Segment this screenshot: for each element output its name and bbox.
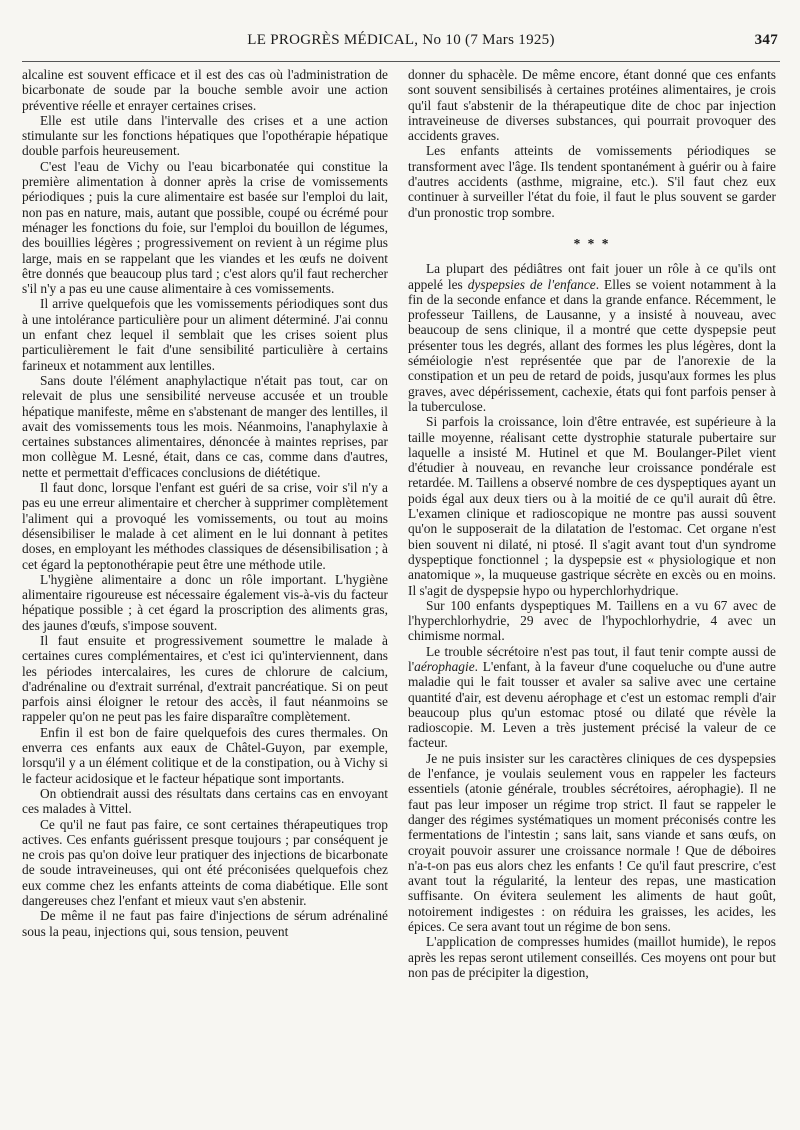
paragraph: De même il ne faut pas faire d'injections de sérum adrénaliné sous la peau, injections qui, sous tension, peuvent — [22, 908, 388, 939]
paragraph: Il faut ensuite et progressivement soumettre le malade à certaines cures complémentaires, et c'est ici qu'interviennent, dans les périodes intercalaires, les cures de chlorure de calcium, d'adrénaline ou d'extrait surrénal, d'extrait pancréatique. Si on peut parfois ainsi éloigner le retour des accès, il faut néanmoins se rappeler qu'on ne peut pas les faire disparaître complètement. — [22, 632, 388, 725]
emphasis-term: aérophagie — [414, 658, 475, 674]
paragraph: Si parfois la croissance, loin d'être entravée, est supérieure à la taille moyenne, réalisant cette dystrophie staturale pubertaire sur laquelle a insisté M. Hutinel et que M. Boulanger-Pilet vient d'étudier à nouveau, en revanche leur croissance pondérale est retardée. M. Taillens a observé nombre de ces dyspeptiques ayant un poids égal aux deux tiers ou à la moitié de ce qu'il aurait dû être. L'examen clinique et radioscopique ne montre pas aussi souvent qu'on le supposerait de la dilatation de l'estomac. Cet organe n'est bien souvent ni dilaté, ni ptosé. Il s'agit avant tout d'un syndrome dyspeptique fonctionnel ; la dyspepsie est « physiologique et non anatomique », la muqueuse gastrique sécrète en excès ou en moins. Il s'agit de dyspepsie hypo ou hyperchlorhydrique. — [408, 414, 776, 598]
right-column — [408, 67, 776, 980]
paragraph: L'hygiène alimentaire a donc un rôle important. L'hygiène alimentaire rigoureuse est nécessaire également vis-à-vis du facteur hépatique possible ; à cet égard la proscription des aliments gras, des jaunes d'œufs, s'impose souvent. — [22, 571, 388, 633]
journal-title: LE PROGRÈS MÉDICAL, No 10 (7 Mars 1925) — [247, 32, 555, 48]
paragraph: Je ne puis insister sur les caractères cliniques de ces dyspepsies de l'enfance, je voulais seulement vous en rappeler les facteurs essentiels (atonie générale, troubles sécrétoires, aérophagie). Il ne faut pas leur imposer un régime trop strict. Il faut se rappeler le danger des régimes systématiques un moment préconisés contre les fermentations de l'intestin ; sans lait, sans viande et sans œufs, on croyait pouvoir assurer une croissance normale ! Que de déboires n'a-t-on pas eus alors chez les enfants ! Ce qu'il faut prescrire, c'est avant tout la régularité, la lenteur des repas, une mastication suffisante. On évitera seulement les aliments de haut goût, notoirement indigestes : on réduira les graisses, les acides, les épices. Ce sera avant tout un régime de bon sens. — [408, 750, 776, 935]
paragraph: Les enfants atteints de vomissements périodiques se transforment avec l'âge. Ils tendent spontanément à guérir ou à faire d'autres accidents (asthme, migraine, etc.). S'il faut chez eux continuer à surveiller l'état du foie, il faut le plus souvent se garder d'un pronostic trop sombre. — [408, 143, 776, 220]
running-header — [22, 30, 780, 54]
paragraph: donner du sphacèle. De même encore, étant donné que ces enfants sont souvent sensibilisés à certaines protéines alimentaires, je crois qu'il faut s'abstenir de la thérapeutique dite de choc par injection intraveineuse de diverses substances, qui pourrait provoquer des accidents graves. — [408, 67, 776, 144]
paragraph: Il arrive quelquefois que les vomissements périodiques sont dus à une intolérance particulière pour un aliment déterminé. J'ai connu un enfant chez lequel il semblait que les crises soient plus particulièrement le fait d'une sensibilité particulière à certains farineux et notamment aux lentilles. — [22, 296, 388, 373]
paragraph: alcaline est souvent efficace et il est des cas où l'administration de bicarbonate de soude par la bouche semble avoir une action préventive réelle et enrayer certaines crises. — [22, 67, 388, 113]
paragraph: C'est l'eau de Vichy ou l'eau bicarbonatée qui constitue la première alimentation à donner après la crise de vomissements périodiques ; puis la cure alimentaire est basée sur l'emploi du lait, non pas en nature, mais, autant que possible, coupé ou écrémé pour ménager les fonctions du foie, sur l'emploi du bouillon de légumes, des bouillies légères ; progressivement on revient à un régime plus large, mais en se rappelant que les viandes et les œufs ne doivent être donnés que beaucoup plus tard ; c'est alors qu'il faut rechercher s'il n'y a pas eu une cause alimentaire à ces vomissements. — [22, 158, 388, 297]
left-column — [22, 67, 388, 939]
paragraph: Enfin il est bon de faire quelquefois des cures thermales. On enverra ces enfants aux eaux de Châtel-Guyon, par exemple, lorsqu'il y a un élément colitique et de la constipation, ou à Vichy si le facteur acidosique et le facteur hépatique sont importants. — [22, 724, 388, 786]
paragraph: L'application de compresses humides (maillot humide), le repos après les repas seront utilement conseillés. Ces moyens ont pour but non pas de précipiter la digestion, — [408, 934, 776, 980]
paragraph: On obtiendrait aussi des résultats dans certains cas en envoyant ces malades à Vittel. — [22, 785, 388, 817]
paragraph: Le trouble sécrétoire n'est pas tout, il faut tenir compte aussi de l'aérophagie. L'enfant, à la faveur d'une coqueluche ou d'une autre maladie qui le fait tousser et avaler sa salive avec une certaine quantité d'air, est devenu aérophage et c'est un estomac rempli d'air beaucoup plus qu'un estomac ptosé ou dilaté que révèle la radioscopie. M. Leven a très justement précisé la valeur de ce facteur. — [408, 643, 776, 751]
emphasis-term: dyspepsies de l'enfance — [467, 276, 596, 292]
page-number: 347 — [754, 32, 778, 48]
section-separator: * * * — [573, 235, 611, 251]
paragraph: Sans doute l'élément anaphylactique n'était pas tout, car on relevait de plus une sensibilité nerveuse accusée et un trouble hépatique manifeste, même en s'abstenant de manger des lentilles, il avait des vomissements tous les mois. Néanmoins, l'anaphylaxie à certaines substances alimentaires, dénoncée à maintes reprises, par mon collègue M. Lesné, était, dans ce cas, comme dans d'autres, nette et permettait d'efficaces conclusions de diététique. — [22, 372, 388, 480]
paragraph: La plupart des pédiâtres ont fait jouer un rôle à ce qu'ils ont appelé les dyspepsies de l'enfance. Elles se voient notamment à la fin de la seconde enfance et dans la grande enfance. Récemment, le professeur Taillens, de Lausanne, y a insisté à nouveau, avec beaucoup de sens clinique, il a montré que cette dyspepsie peut présenter tous les degrés, allant des formes les plus légères, dont la séméiologie n'est représentée que par de l'anorexie de la constipation et un peu de retard de poids, jusqu'aux formes les plus graves, avec dépérissement, cachexie, états qui font parfois penser à la tuberculose. — [408, 261, 777, 414]
paragraph: Sur 100 enfants dyspeptiques M. Taillens en a vu 67 avec de l'hyperchlorhydrie, 29 avec de l'hypochlorhydrie, 4 avec un chimisme normal. — [408, 597, 776, 644]
paragraph: Elle est utile dans l'intervalle des crises et a une action stimulante sur les fonctions hépatiques que l'opothérapie hépatique double parfois heureusement. — [22, 112, 388, 159]
paragraph: Il faut donc, lorsque l'enfant est guéri de sa crise, voir s'il n'y a pas eu une erreur alimentaire et chercher à supprimer complètement l'aliment qui a provoqué les vomissements, ou tout au moins désensibiliser le malade à cet aliment en le lui donnant à petites doses, en employant les méthodes classiques de désensibilisation ; à cet égard la peptonothérapie peut être une méthode utile. — [22, 480, 388, 572]
header-rule — [22, 61, 780, 62]
paragraph: Ce qu'il ne faut pas faire, ce sont certaines thérapeutiques trop actives. Ces enfants guérissent presque toujours ; par conséquent je ne crois pas qu'on doive leur pratiquer des injections de bicarbonate de soude intraveineuses, qui ont été préconisées quelquefois chez eux comme chez les enfants atteints de coma diabétique. Elle sont dangereuses chez l'enfant et mieux vaut s'en abstenir. — [22, 816, 388, 909]
